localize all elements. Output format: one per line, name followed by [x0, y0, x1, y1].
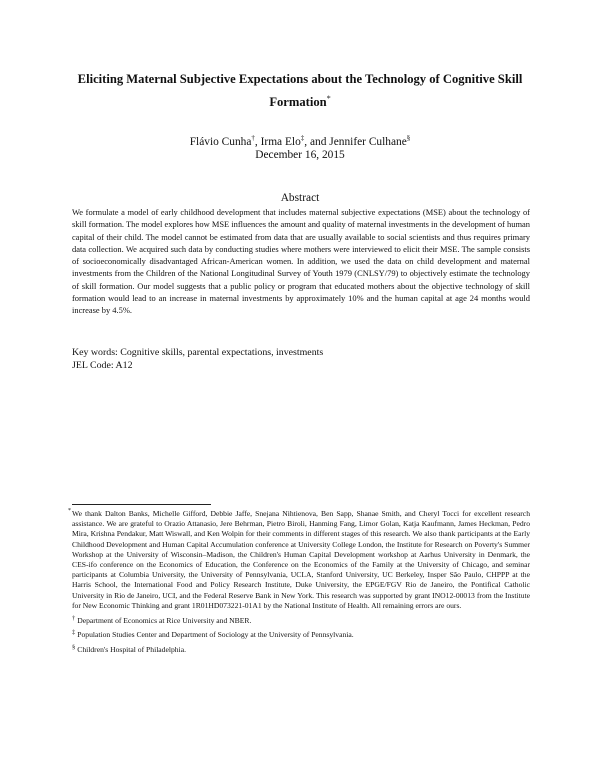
- footnote-text: Department of Economics at Rice University and NBER.: [77, 615, 252, 625]
- paper-date: December 16, 2015: [255, 149, 345, 161]
- author-name: Irma Elo: [260, 135, 301, 148]
- author-separator: ,: [254, 135, 261, 148]
- footnote-marker: ‡: [72, 629, 76, 637]
- keywords-line: Key words: Cognitive skills, parental expectations, investments: [72, 347, 324, 358]
- keywords-block: [72, 346, 530, 372]
- author-footnote-marker: †: [251, 134, 255, 142]
- paper-title: [60, 70, 540, 112]
- footnote-marker: *: [68, 508, 71, 514]
- author-name: Jennifer Culhane: [329, 135, 407, 148]
- author-separator: , and: [304, 135, 330, 148]
- footnote-text: Population Studies Center and Department of Sociology at the University of Pennsylvania.: [77, 630, 354, 640]
- footnotes: [68, 506, 530, 655]
- footnote-affiliation: [72, 614, 530, 626]
- footnote-affiliation: [72, 628, 530, 640]
- footnote-marker: §: [72, 643, 76, 651]
- footnote-marker: †: [72, 614, 76, 622]
- footnote-divider: [72, 504, 211, 505]
- abstract-heading: Abstract: [280, 192, 320, 204]
- title-footnote-marker: *: [326, 94, 331, 103]
- footnote-acknowledgements: [68, 506, 530, 611]
- footnote-text: Children's Hospital of Philadelphia.: [77, 644, 186, 654]
- author-name: Flávio Cunha: [189, 135, 252, 148]
- author-footnote-marker: ‡: [300, 134, 305, 142]
- author-footnote-marker: §: [406, 134, 411, 142]
- footnote-text: We thank Dalton Banks, Michelle Gifford, Debbie Jaffe, Snejana Nihtienova, Ben Sapp, Shanae Smith, and Cheryl Tocci for excellent research assistance. We are grateful to Orazio Attanasio, Jere Behrman, Pietro Biroli, Hanming Fang, Limor Golan, Katja Kaufmann, James Heckman, Pedro Mira, Krishna Pendakur, Matt Wiswall, and Ken Wolpin for their comments in different stages of this research. We also thank participants at the Early Childhood Development and Human Capital Accumulation conference at University College London, the Institute for Research on Poverty's Summer Workshop at the University of Wisconsin–Madison, the Children's Human Capital Development workshop at Aarhus University in Denmark, the CES-ifo conference on the Economics of Education, the Conference on the Economics of the Family at the University of Chicago, and seminar participants at Columbia University, the University of Pennsylvania, UCLA, Stanford University, UC Berkeley, Insper São Paulo, CHPPP at the Harris School, the International Food and Policy Research Institute, Duke University, the EPGE/FGV Rio de Janeiro, the Pontifical Catholic University in Rio de Janeiro, UCI, and the Federal Reserve Bank in New York. This research was supported by grant INO12-00013 from the Institute for New Economic Thinking and grant 1R01HD073221-01A1 by the National Institute of Health. All remaining errors are ours.: [72, 509, 530, 610]
- title-text: Eliciting Maternal Subjective Expectations about the Technology of Cognitive Skill Formation: [77, 72, 523, 110]
- abstract-body: We formulate a model of early childhood development that includes maternal subjective expectations (MSE) about the technology of skill formation. The model explores how MSE influences the amount and quality of maternal investments in the development of human capital of their child. The model cannot be estimated from data that are usually available to social scientists and thus requires primary data collection. We acquired such data by conducting studies where mothers were interviewed to elicit their MSE. The sample consists of socioeconomically disadvantaged African-American women. In addition, we used the data on child development and maternal investments from the Children of the National Longitudinal Survey of Youth 1979 (CNLSY/79) to objectively estimate the technology of skill formation. Our model suggests that a public policy or program that educated mothers about the objective technology of skill formation would lead to an increase in maternal investments by approximately 10% and the human capital at age 24 months would increase by 4.5%.: [72, 207, 530, 315]
- footnote-affiliation: [72, 643, 530, 655]
- jel-code-line: JEL Code: A12: [72, 360, 133, 371]
